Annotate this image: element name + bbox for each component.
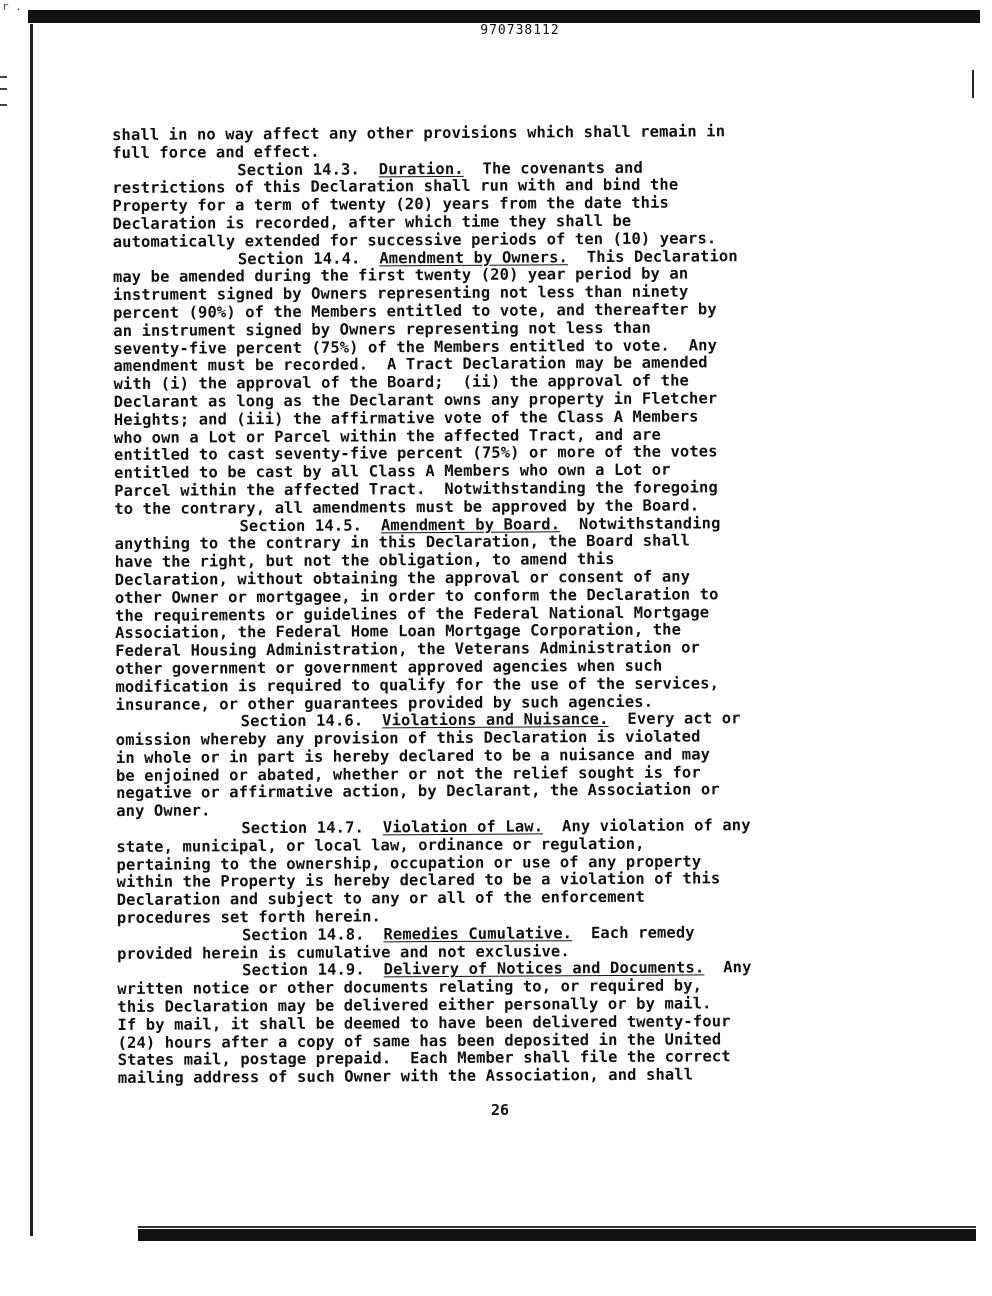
text-line: an instrument signed by Owners representing not less than: [113, 318, 651, 340]
section-title: Amendment by Owners.: [379, 247, 568, 267]
text-line: States mail, postage prepaid. Each Member shall file the correct: [117, 1047, 731, 1070]
section-text: This Declaration: [586, 246, 738, 266]
section-number: Section 14.7.: [241, 818, 364, 838]
text-line: Association, the Federal Home Loan Mortgage Corporation, the: [115, 620, 682, 643]
text-line: provided herein is cumulative and not exclusive.: [116, 941, 570, 963]
text-line: be enjoined or abated, whether or not the relief sought is for: [115, 763, 701, 785]
text-line: percent (90%) of the Members entitled to vote, and thereafter by: [113, 300, 717, 322]
text-line: automatically extended for successive periods of ten (10) years.: [112, 229, 717, 251]
bottom-scan-line: [138, 1226, 976, 1228]
text-line: other Owner or mortgagee, in order to conform the Declaration to: [114, 585, 719, 607]
section-title: Delivery of Notices and Documents.: [383, 958, 705, 979]
section-title: Violations and Nuisance.: [382, 710, 609, 730]
text-line: other government or government approved agencies when such: [115, 656, 663, 678]
text-line: with (i) the approval of the Board; (ii) the approval of the: [113, 371, 689, 394]
section-title: Remedies Cumulative.: [383, 924, 573, 944]
text-line: may be amended during the first twenty (20) year period by an: [112, 264, 689, 287]
text-line: mailing address of such Owner with the Association, and shall: [117, 1065, 694, 1088]
text-line: in whole or in part is hereby declared to be a nuisance and may: [115, 745, 711, 767]
text-line: negative or affirmative action, by Declarant, the Association or: [116, 780, 720, 803]
document-id: 970738112: [480, 23, 560, 38]
text-line: Declaration, without obtaining the approval or consent of any: [114, 567, 691, 589]
text-line: restrictions of this Declaration shall run with and bind the: [112, 175, 679, 198]
left-margin-mark: [0, 88, 7, 90]
text-line: the requirements or guidelines of the Federal National Mortgage: [114, 602, 710, 625]
text-line: written notice or other documents relating to, or required by,: [117, 976, 703, 999]
left-margin-mark: [0, 76, 7, 78]
text-line: If by mail, it shall be deemed to have been delivered twenty-four: [117, 1012, 731, 1034]
corner-scan-mark: r .: [2, 0, 22, 13]
text-line: entitled to be cast by all Class A Members who own a Lot or: [114, 460, 671, 483]
section-number: Section 14.5.: [239, 516, 363, 535]
text-line: entitled to cast seventy-five percent (75%) or more of the votes: [113, 442, 718, 465]
section-text: Notwithstanding: [578, 513, 721, 533]
text-line: instrument signed by Owners representing not less than ninety: [112, 282, 689, 305]
top-scan-bar: [28, 10, 980, 23]
text-line: Federal Housing Administration, the Veterans Administration or: [115, 638, 701, 661]
section-text: Each remedy: [590, 923, 695, 942]
text-line: have the right, but not the obligation, to amend this: [114, 550, 615, 572]
left-scan-edge: [30, 24, 33, 1236]
section-number: Section 14.4.: [237, 249, 361, 268]
section-number: Section 14.8.: [241, 925, 365, 945]
text-line: this Declaration may be delivered either personally or by mail.: [117, 994, 712, 1017]
section-number: Section 14.9.: [242, 960, 365, 980]
text-line: Declarant as long as the Declarant owns any property in Fletcher: [113, 389, 718, 411]
text-line: state, municipal, or local law, ordinance or regulation,: [116, 834, 645, 856]
section-title: Amendment by Board.: [380, 514, 561, 534]
section-text: Every act or: [627, 709, 741, 729]
text-line: who own a Lot or Parcel within the affected Tract, and are: [113, 425, 661, 447]
text-line: omission whereby any provision of this Declaration is violated: [115, 727, 701, 750]
text-line: Declaration and subject to any or all of the enforcement: [116, 888, 645, 910]
text-line: shall in no way affect any other provisions which shall remain in: [111, 122, 726, 144]
section-number: Section 14.3.: [237, 160, 360, 179]
text-line: insurance, or other guarantees provided by such agencies.: [115, 692, 654, 714]
text-line: Parcel within the affected Tract. Notwithstanding the foregoing: [114, 478, 718, 500]
section-text: The covenants and: [482, 158, 643, 178]
bottom-scan-bar: [138, 1229, 976, 1241]
section-text: Any: [723, 958, 752, 977]
text-line: Property for a term of twenty (20) years from the date this: [112, 193, 670, 216]
text-line: Declaration is recorded, after which time they shall be: [112, 211, 632, 233]
text-line: Heights; and (iii) the affirmative vote of the Class A Members: [113, 407, 699, 429]
text-line: seventy-five percent (75%) of the Members entitled to vote. Any: [113, 335, 718, 358]
text-line: full force and effect.: [112, 142, 320, 162]
document-body: [112, 122, 878, 1088]
page-number: 26: [490, 1101, 510, 1119]
section-title: Violation of Law.: [382, 817, 544, 837]
right-margin-tick: [972, 70, 974, 98]
section-title: Duration.: [378, 159, 464, 178]
text-line: (24) hours after a copy of same has been deposited in the United: [117, 1029, 722, 1052]
text-line: procedures set forth herein.: [116, 907, 381, 928]
text-line: amendment must be recorded. A Tract Declaration may be amended: [113, 353, 708, 376]
text-line: anything to the contrary in this Declaration, the Board shall: [114, 531, 690, 554]
text-line: pertaining to the ownership, occupation or use of any property: [116, 852, 702, 874]
left-margin-mark: [0, 104, 7, 106]
text-line: modification is required to qualify for the use of the services,: [115, 674, 720, 696]
section-text: Any violation of any: [561, 816, 751, 836]
section-number: Section 14.6.: [240, 711, 364, 731]
text-line: any Owner.: [116, 801, 211, 821]
text-line: within the Property is hereby declared to be a violation of this: [116, 869, 721, 892]
text-line: to the contrary, all amendments must be approved by the Board.: [114, 496, 700, 518]
